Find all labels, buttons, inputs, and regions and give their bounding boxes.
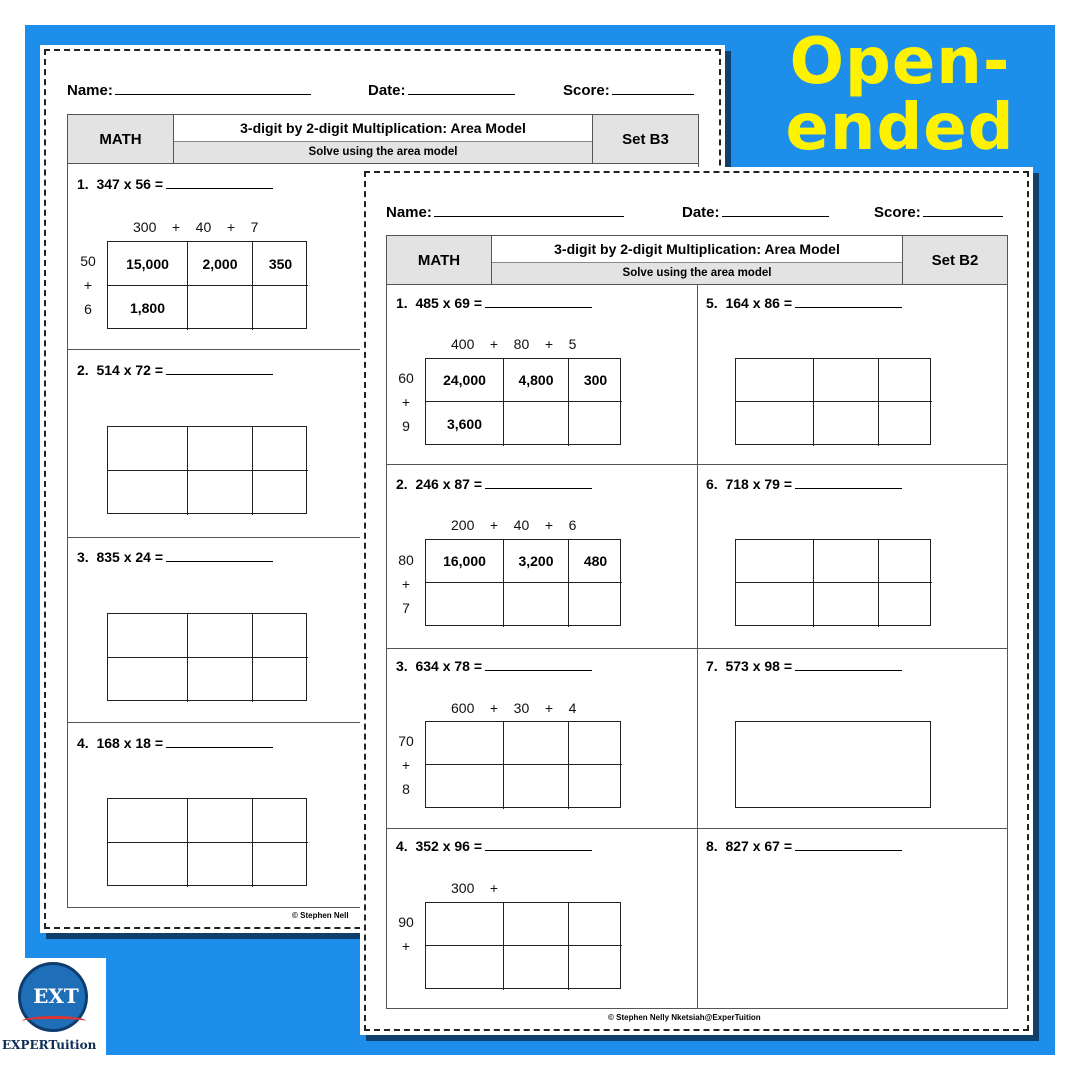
problem-3-top-labels: 600 + 30 + 4 xyxy=(451,700,577,716)
problem-2-top-labels: 200 + 40 + 6 xyxy=(451,517,577,533)
problem-4-area-model[interactable] xyxy=(425,902,621,989)
name-field[interactable] xyxy=(386,203,624,221)
problem-1-top-labels: 300 + 40 + 7 xyxy=(133,219,259,235)
worksheet-instruction: Solve using the area model xyxy=(492,263,902,284)
headline-line-2: ended xyxy=(785,91,1015,165)
copyright: © Stephen Nelly Nketsiah@ExperTuition xyxy=(608,1013,761,1022)
book-icon xyxy=(22,1016,86,1026)
problem-3-question: 3. 835 x 24 = xyxy=(77,549,273,565)
problem-1-side-labels: 50 + 6 xyxy=(80,253,96,317)
problem-4-question: 4. 168 x 18 = xyxy=(77,735,273,751)
problem-1-top-labels: 400 + 80 + 5 xyxy=(451,336,577,352)
row-divider xyxy=(386,648,1008,649)
date-label: Date: xyxy=(682,204,720,221)
area-cell[interactable] xyxy=(426,583,504,627)
set-label: Set B2 xyxy=(903,236,1007,284)
problem-4-question: 4. 352 x 96 = xyxy=(396,838,592,854)
problem-1-side-labels: 60 + 9 xyxy=(398,370,414,434)
problem-2-area-model[interactable] xyxy=(107,426,307,514)
problem-3-area-model[interactable] xyxy=(425,721,621,808)
area-cell[interactable] xyxy=(569,402,622,446)
title-box xyxy=(67,114,699,164)
problem-3-question: 3. 634 x 78 = xyxy=(396,658,592,674)
problem-2-area-model[interactable] xyxy=(425,539,621,626)
problem-2-side-labels: 80 + 7 xyxy=(398,552,414,616)
title-box xyxy=(386,235,1008,285)
logo-brand-name: EXPERTuition xyxy=(2,1038,97,1052)
score-field[interactable] xyxy=(874,203,1003,221)
date-label: Date: xyxy=(368,82,406,99)
problem-3-side-labels: 70 + 8 xyxy=(398,733,414,797)
problem-1-question: 1. 347 x 56 = xyxy=(77,176,273,192)
worksheet-title: 3-digit by 2-digit Multiplication: Area Model xyxy=(492,236,902,263)
problem-3-area-model[interactable] xyxy=(107,613,307,701)
problem-7-open-box[interactable] xyxy=(735,721,931,808)
area-cell[interactable]: 300 xyxy=(569,359,622,402)
area-cell[interactable]: 16,000 xyxy=(426,540,504,583)
area-cell[interactable]: 480 xyxy=(569,540,622,583)
area-cell[interactable]: 3,600 xyxy=(426,402,504,446)
problem-5-question: 5. 164 x 86 = xyxy=(706,295,902,311)
headline xyxy=(780,25,1020,165)
area-cell[interactable]: 4,800 xyxy=(504,359,569,402)
area-cell[interactable] xyxy=(569,583,622,627)
problem-6-area-model[interactable] xyxy=(735,539,931,626)
area-cell[interactable]: 1,800 xyxy=(108,286,188,330)
problem-4-top-labels: 300 + xyxy=(451,880,499,896)
area-cell[interactable] xyxy=(253,286,308,330)
problem-6-question: 6. 718 x 79 = xyxy=(706,476,902,492)
subject-label: MATH xyxy=(68,115,173,163)
area-cell[interactable]: 24,000 xyxy=(426,359,504,402)
subject-label: MATH xyxy=(387,236,491,284)
area-cell[interactable]: 15,000 xyxy=(108,242,188,286)
name-label: Name: xyxy=(386,204,432,221)
copyright: © Stephen Nell xyxy=(292,911,349,920)
area-cell[interactable]: 3,200 xyxy=(504,540,569,583)
worksheet-set-b2 xyxy=(360,167,1033,1035)
score-field[interactable] xyxy=(563,81,694,99)
problem-5-area-model[interactable] xyxy=(735,358,931,445)
name-field[interactable] xyxy=(67,81,311,99)
worksheet-instruction: Solve using the area model xyxy=(174,142,592,163)
logo-initials: EXT xyxy=(33,984,79,1008)
area-cell[interactable] xyxy=(188,286,253,330)
score-label: Score: xyxy=(874,204,921,221)
problem-7-question: 7. 573 x 98 = xyxy=(706,658,902,674)
row-divider xyxy=(386,464,1008,465)
area-cell[interactable]: 2,000 xyxy=(188,242,253,286)
score-label: Score: xyxy=(563,82,610,99)
headline-line-1: Open- xyxy=(789,25,1011,99)
date-field[interactable] xyxy=(682,203,829,221)
problem-2-question: 2. 246 x 87 = xyxy=(396,476,592,492)
problem-1-area-model[interactable] xyxy=(107,241,307,329)
area-cell[interactable] xyxy=(504,402,569,446)
date-field[interactable] xyxy=(368,81,515,99)
problem-2-question: 2. 514 x 72 = xyxy=(77,362,273,378)
problem-4-side-labels: 90 + xyxy=(398,914,414,954)
worksheet-title: 3-digit by 2-digit Multiplication: Area Model xyxy=(174,115,592,142)
area-cell[interactable]: 350 xyxy=(253,242,308,286)
column-divider xyxy=(697,285,698,1009)
problem-1-question: 1. 485 x 69 = xyxy=(396,295,592,311)
problem-1-area-model[interactable] xyxy=(425,358,621,445)
problem-4-area-model[interactable] xyxy=(107,798,307,886)
row-divider xyxy=(386,828,1008,829)
name-label: Name: xyxy=(67,82,113,99)
expertuition-logo xyxy=(2,958,106,1058)
area-cell[interactable] xyxy=(504,583,569,627)
set-label: Set B3 xyxy=(593,115,698,163)
problem-8-question: 8. 827 x 67 = xyxy=(706,838,902,854)
